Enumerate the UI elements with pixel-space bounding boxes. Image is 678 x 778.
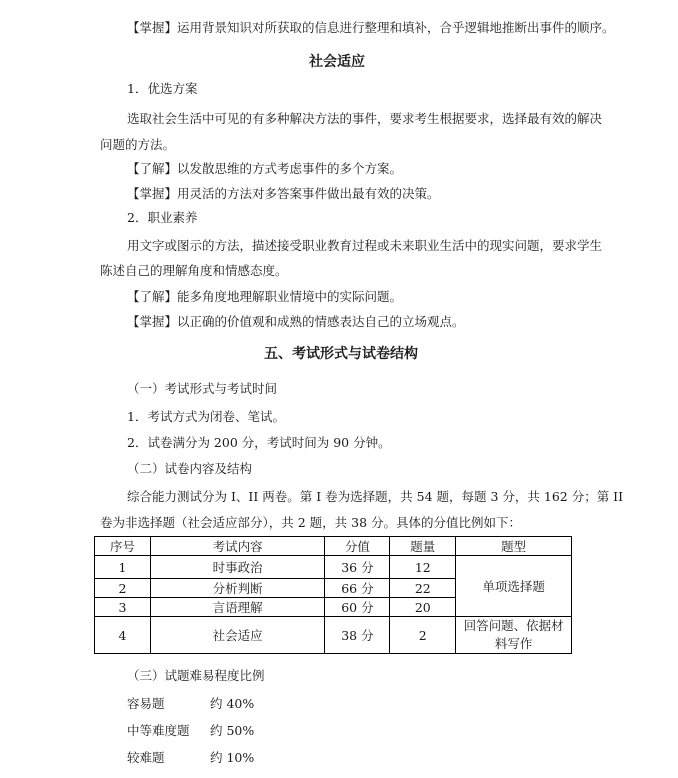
- difficulty-value-hard: 约 10%: [210, 750, 255, 765]
- paragraph-options-know: 【了解】以发散思维的方式考虑事件的多个方案。: [127, 161, 403, 176]
- paragraph-career-desc-1: 用文字或图示的方法，描述接受职业教育过程或未来职业生活中的现实问题，要求学生: [127, 238, 603, 253]
- table-row: [95, 556, 572, 579]
- table-cell: 36 分: [325, 556, 390, 579]
- difficulty-value-medium: 约 50%: [210, 723, 255, 738]
- table-cell-question-type-answer: [456, 617, 572, 654]
- difficulty-label-medium: 中等难度题: [127, 723, 190, 738]
- table-cell: 20: [390, 598, 456, 617]
- paragraph-career-know: 【了解】能多角度地理解职业情境中的实际问题。: [127, 289, 403, 304]
- table-cell: 2: [95, 579, 151, 598]
- table-cell: 社会适应: [150, 617, 325, 654]
- table-cell: 12: [390, 556, 456, 579]
- table-cell: 4: [95, 617, 151, 654]
- table-cell: 1: [95, 556, 151, 579]
- table-header-cell: 题型: [456, 537, 572, 556]
- table-cell: 言语理解: [150, 598, 325, 617]
- section-title-social: 社会适应: [309, 54, 365, 70]
- type-line-2: 料写作: [494, 636, 533, 651]
- table-cell: 分析判断: [150, 579, 325, 598]
- table-header-cell: 分值: [325, 537, 390, 556]
- paragraph-options-desc-2: 问题的方法。: [100, 137, 176, 152]
- paragraph-career-desc-2: 陈述自己的理解角度和情感态度。: [100, 263, 288, 278]
- subsection-title-options: 1．优选方案: [127, 81, 198, 96]
- paragraph-master-sequence: 【掌握】运用背景知识对所获取的信息进行整理和填补，合乎逻辑地推断出事件的顺序。: [127, 20, 615, 35]
- table-cell: 2: [390, 617, 456, 654]
- table-cell: 60 分: [325, 598, 390, 617]
- type-line-1: 回答问题、依据材: [463, 618, 564, 633]
- paragraph-structure-1: 综合能力测试分为 I、II 两卷。第 I 卷为选择题，共 54 题，每题 3 分，共 162 分；第 II: [127, 489, 624, 504]
- table-cell: 66 分: [325, 579, 390, 598]
- difficulty-label-easy: 容易题: [127, 696, 165, 711]
- table-cell: 38 分: [325, 617, 390, 654]
- subsection-title-career: 2．职业素养: [127, 210, 198, 225]
- subheading-content-structure: （二）试卷内容及结构: [127, 461, 253, 476]
- paragraph-career-master: 【掌握】以正确的价值观和成熟的情感表达自己的立场观点。: [127, 314, 465, 329]
- paragraph-exam-method: 1．考试方式为闭卷、笔试。: [127, 409, 285, 424]
- paragraph-options-desc-1: 选取社会生活中可见的有多种解决方法的事件，要求考生根据要求，选择最有效的解决: [127, 111, 603, 126]
- table-header-cell: 考试内容: [150, 537, 325, 556]
- paragraph-exam-score-time: 2．试卷满分为 200 分，考试时间为 90 分钟。: [127, 435, 391, 450]
- subheading-difficulty: （三）试题难易程度比例: [127, 668, 265, 683]
- table-header-cell: 序号: [95, 537, 151, 556]
- section-title-exam: 五、考试形式与试卷结构: [264, 346, 418, 362]
- paragraph-options-master: 【掌握】用灵活的方法对多答案事件做出最有效的决策。: [127, 186, 440, 201]
- table-cell: 22: [390, 579, 456, 598]
- score-table: [94, 536, 572, 654]
- table-header-row: [95, 537, 572, 556]
- difficulty-value-easy: 约 40%: [210, 696, 255, 711]
- difficulty-label-hard: 较难题: [127, 750, 165, 765]
- paragraph-structure-2: 卷为非选择题（社会适应部分），共 2 题，共 38 分。具体的分值比例如下：: [100, 515, 522, 530]
- table-cell: 时事政治: [150, 556, 325, 579]
- subheading-form-time: （一）考试形式与考试时间: [127, 381, 278, 396]
- table-cell-question-type-choice: 单项选择题: [456, 556, 572, 617]
- table-header-cell: 题量: [390, 537, 456, 556]
- table-row: [95, 617, 572, 654]
- table-cell: 3: [95, 598, 151, 617]
